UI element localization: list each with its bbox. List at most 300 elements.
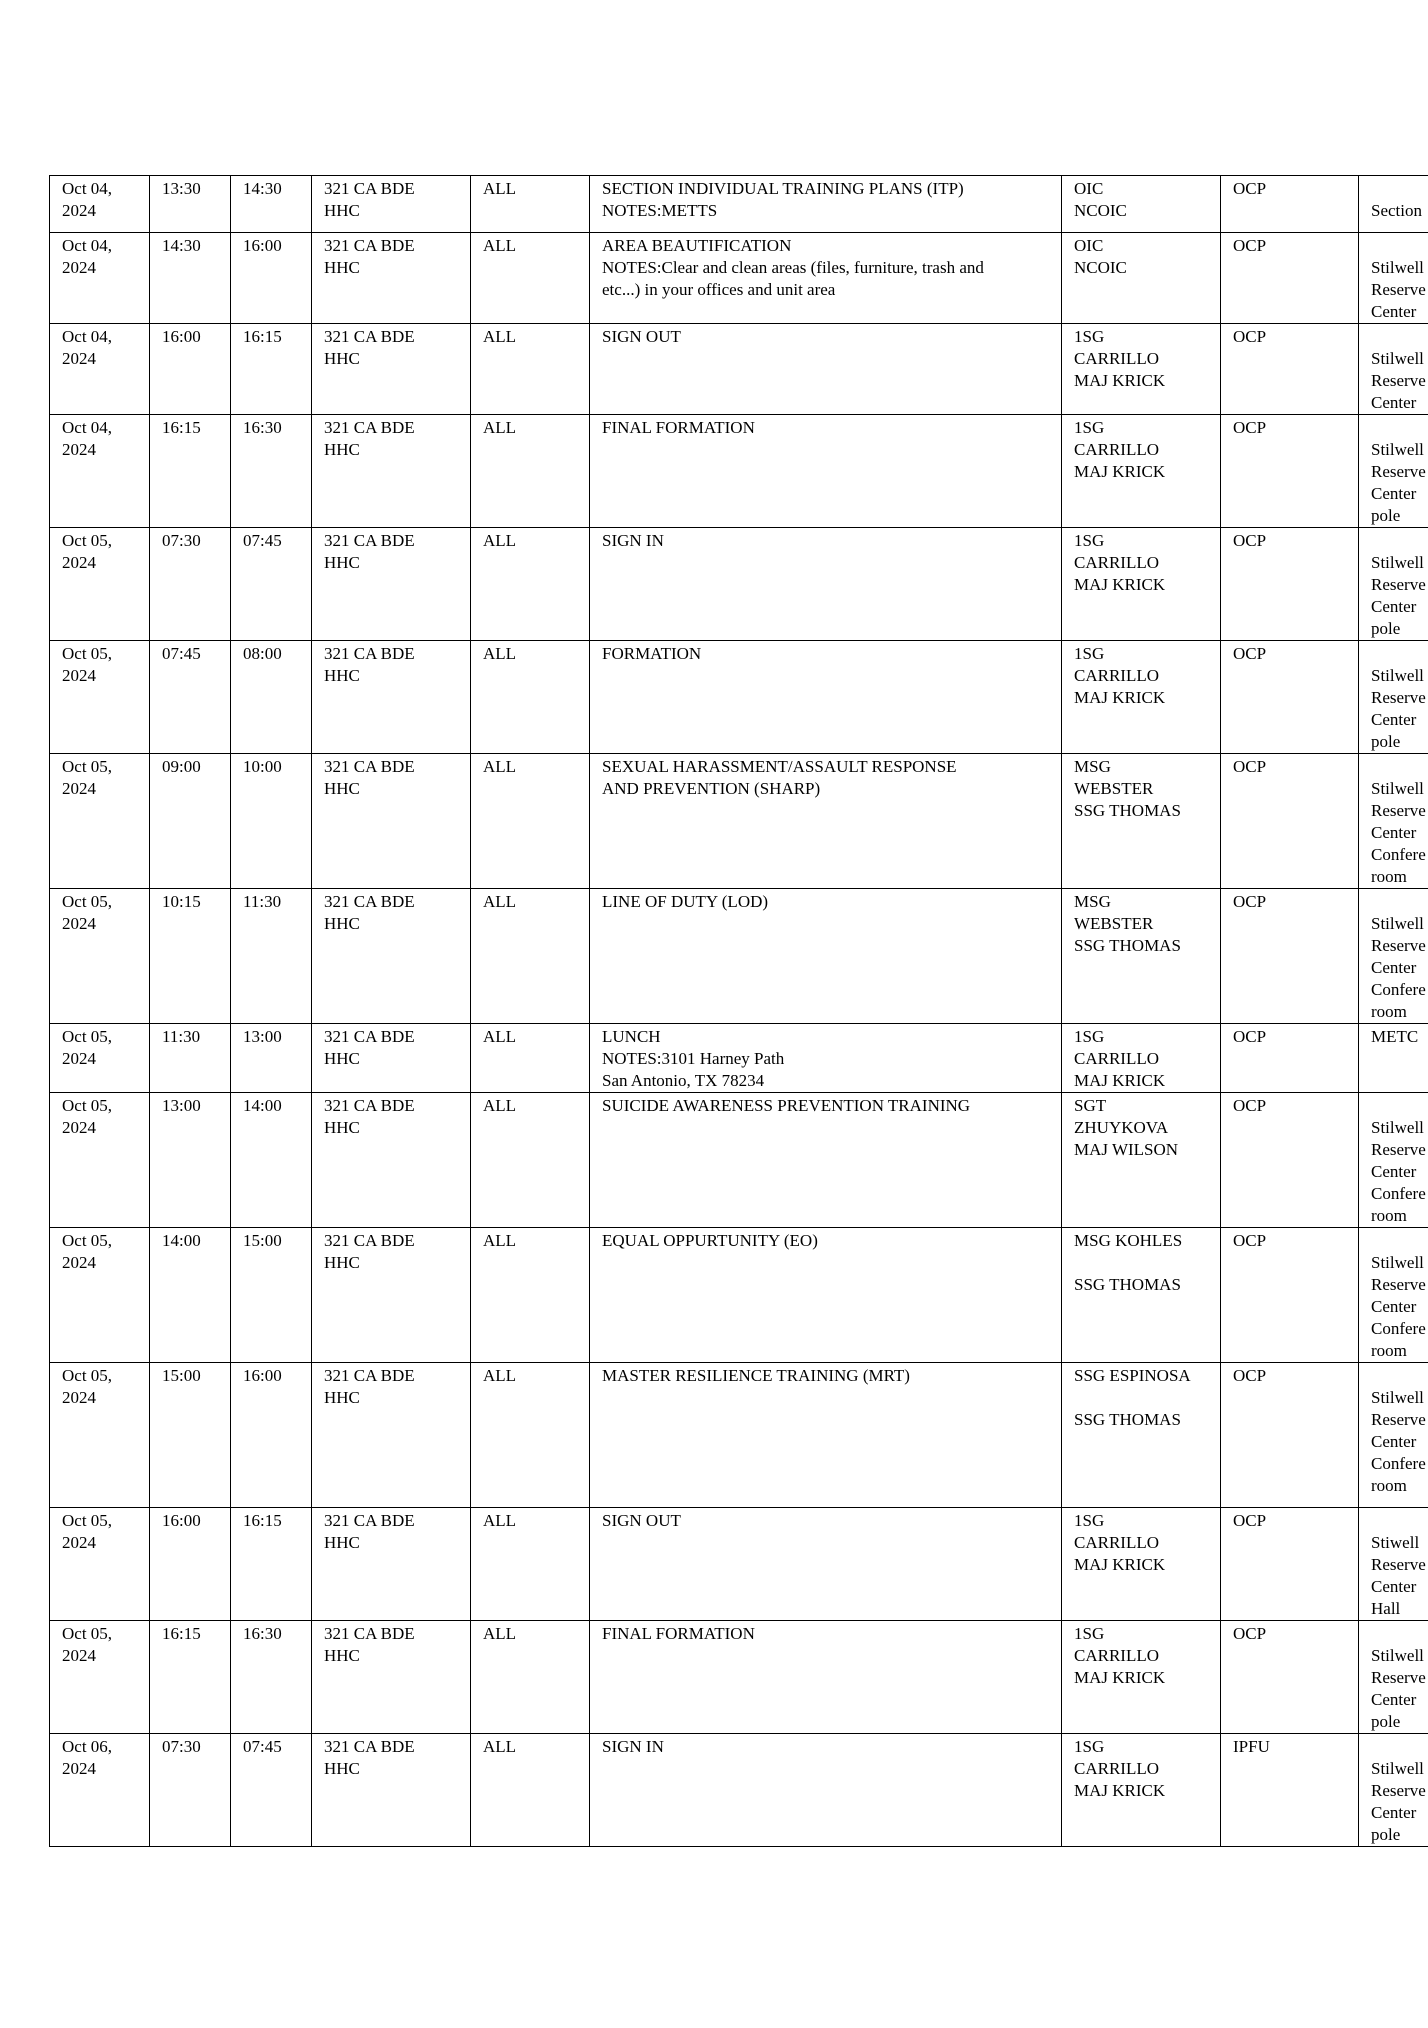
event-cell-line: SIGN OUT — [602, 327, 681, 346]
date-cell — [50, 176, 150, 233]
end-time-cell — [231, 754, 312, 889]
lead-cell-line: MAJ KRICK — [1074, 575, 1166, 594]
unit-cell-line: HHC — [324, 1646, 360, 1665]
event-cell-line: SIGN OUT — [602, 1511, 681, 1530]
unit-cell — [312, 1228, 471, 1363]
lead-cell — [1062, 754, 1221, 889]
location-cell-line: Center — [1371, 302, 1417, 321]
event-cell-line: SUICIDE AWARENESS PREVENTION TRAINING — [602, 1096, 971, 1115]
location-cell-line: Reserve — [1371, 688, 1426, 707]
uniform-cell-text: IPFU — [1233, 1737, 1270, 1756]
date-cell-line: 2024 — [62, 349, 96, 368]
end-time-cell-text: 07:45 — [243, 531, 282, 550]
unit-cell — [312, 641, 471, 754]
date-cell-line: 2024 — [62, 914, 96, 933]
lead-cell — [1062, 1508, 1221, 1621]
audience-cell — [471, 528, 590, 641]
audience-cell — [471, 1621, 590, 1734]
date-cell-line: 2024 — [62, 1049, 96, 1068]
audience-cell-text: ALL — [483, 1737, 517, 1756]
end-time-cell-text: 16:30 — [243, 1624, 282, 1643]
unit-cell-line: 321 CA BDE — [324, 757, 415, 776]
unit-cell — [312, 324, 471, 415]
audience-cell-text: ALL — [483, 1231, 517, 1250]
event-cell-line: EQUAL OPPURTUNITY (EO) — [602, 1231, 818, 1250]
lead-cell-line: CARRILLO — [1074, 349, 1159, 368]
start-time-cell — [150, 1508, 231, 1621]
lead-cell — [1062, 176, 1221, 233]
audience-cell — [471, 176, 590, 233]
unit-cell-line: 321 CA BDE — [324, 179, 415, 198]
event-cell — [590, 324, 1062, 415]
lead-cell-line: CARRILLO — [1074, 1759, 1159, 1778]
lead-cell-line: 1SG — [1074, 1027, 1105, 1046]
audience-cell-text: ALL — [483, 1624, 517, 1643]
audience-cell — [471, 754, 590, 889]
uniform-cell — [1221, 1621, 1359, 1734]
uniform-cell-text: OCP — [1233, 531, 1267, 550]
lead-cell-line: MAJ KRICK — [1074, 1555, 1166, 1574]
start-time-cell-text: 10:15 — [162, 892, 201, 911]
date-cell-line: Oct 05, — [62, 1624, 113, 1643]
uniform-cell-text: OCP — [1233, 892, 1267, 911]
location-cell-line: METC — [1371, 1027, 1419, 1046]
event-cell — [590, 1363, 1062, 1508]
unit-cell-line: 321 CA BDE — [324, 236, 415, 255]
start-time-cell-text: 14:30 — [162, 236, 201, 255]
uniform-cell — [1221, 233, 1359, 324]
location-cell — [1359, 176, 1428, 233]
location-cell-line: Stilwell — [1371, 1646, 1424, 1665]
location-cell — [1359, 1093, 1428, 1228]
location-cell-line: Center — [1371, 1297, 1417, 1316]
location-cell-line: Center — [1371, 1690, 1417, 1709]
lead-cell — [1062, 233, 1221, 324]
date-cell — [50, 528, 150, 641]
lead-cell-line: MAJ KRICK — [1074, 1071, 1166, 1090]
start-time-cell-text: 15:00 — [162, 1366, 201, 1385]
start-time-cell-text: 09:00 — [162, 757, 201, 776]
event-cell-line: NOTES:METTS — [602, 201, 718, 220]
date-cell — [50, 1621, 150, 1734]
unit-cell-line: 321 CA BDE — [324, 892, 415, 911]
location-cell-line: Confere — [1371, 980, 1426, 999]
event-cell — [590, 528, 1062, 641]
event-cell-line: SEXUAL HARASSMENT/ASSAULT RESPONSE — [602, 757, 957, 776]
location-cell-line: Center — [1371, 958, 1417, 977]
audience-cell-text: ALL — [483, 1366, 517, 1385]
location-cell-line: Stilwell — [1371, 349, 1424, 368]
lead-cell-line: CARRILLO — [1074, 1646, 1159, 1665]
start-time-cell — [150, 324, 231, 415]
event-cell-line: FINAL FORMATION — [602, 1624, 755, 1643]
event-cell-line: AREA BEAUTIFICATION — [602, 236, 792, 255]
date-cell-line: 2024 — [62, 779, 96, 798]
uniform-cell — [1221, 889, 1359, 1024]
start-time-cell — [150, 1621, 231, 1734]
lead-cell-line: WEBSTER — [1074, 914, 1154, 933]
end-time-cell — [231, 1024, 312, 1093]
date-cell-line: 2024 — [62, 258, 96, 277]
location-cell-line: Reserve — [1371, 1668, 1426, 1687]
table-row — [50, 415, 1428, 528]
date-cell-line: Oct 04, — [62, 327, 113, 346]
event-cell-line: NOTES:3101 Harney Path — [602, 1049, 785, 1068]
start-time-cell-text: 07:30 — [162, 1737, 201, 1756]
end-time-cell — [231, 233, 312, 324]
end-time-cell — [231, 1093, 312, 1228]
start-time-cell-text: 07:45 — [162, 644, 201, 663]
date-cell — [50, 641, 150, 754]
table-row — [50, 641, 1428, 754]
start-time-cell-text: 16:00 — [162, 1511, 201, 1530]
lead-cell-line: 1SG — [1074, 418, 1105, 437]
unit-cell — [312, 415, 471, 528]
date-cell-line: Oct 05, — [62, 1231, 113, 1250]
lead-cell-line: SSG THOMAS — [1074, 936, 1181, 955]
unit-cell-line: 321 CA BDE — [324, 1511, 415, 1530]
lead-cell — [1062, 1363, 1221, 1508]
location-cell-line: Center — [1371, 1803, 1417, 1822]
unit-cell-line: HHC — [324, 1049, 360, 1068]
lead-cell-line: MSG — [1074, 892, 1111, 911]
lead-cell — [1062, 1093, 1221, 1228]
uniform-cell — [1221, 1734, 1359, 1847]
table-row — [50, 889, 1428, 1024]
lead-cell-line: MAJ WILSON — [1074, 1140, 1179, 1159]
location-cell — [1359, 1508, 1428, 1621]
start-time-cell-text: 13:30 — [162, 179, 201, 198]
date-cell-line: 2024 — [62, 1253, 96, 1272]
audience-cell — [471, 233, 590, 324]
unit-cell-line: HHC — [324, 666, 360, 685]
lead-cell-line — [1074, 1387, 1208, 1409]
start-time-cell-text: 07:30 — [162, 531, 201, 550]
date-cell-line: Oct 05, — [62, 1511, 113, 1530]
end-time-cell-text: 13:00 — [243, 1027, 282, 1046]
event-cell-line: LUNCH — [602, 1027, 661, 1046]
start-time-cell-text: 16:15 — [162, 1624, 201, 1643]
event-cell-line: FINAL FORMATION — [602, 418, 755, 437]
start-time-cell — [150, 176, 231, 233]
location-cell-line: Center — [1371, 484, 1417, 503]
location-cell-line: Stilwell — [1371, 1759, 1424, 1778]
lead-cell-line: SGT — [1074, 1096, 1107, 1115]
location-cell-line: Reserve — [1371, 1140, 1426, 1159]
unit-cell-line: 321 CA BDE — [324, 1231, 415, 1250]
lead-cell-line: MAJ KRICK — [1074, 462, 1166, 481]
uniform-cell — [1221, 1024, 1359, 1093]
lead-cell — [1062, 1734, 1221, 1847]
event-cell-line: SECTION INDIVIDUAL TRAINING PLANS (ITP) — [602, 179, 964, 198]
start-time-cell-text: 14:00 — [162, 1231, 201, 1250]
start-time-cell — [150, 233, 231, 324]
unit-cell-line: 321 CA BDE — [324, 1624, 415, 1643]
end-time-cell — [231, 1228, 312, 1363]
end-time-cell — [231, 324, 312, 415]
uniform-cell-text: OCP — [1233, 1231, 1267, 1250]
unit-cell — [312, 176, 471, 233]
date-cell-line: Oct 05, — [62, 757, 113, 776]
unit-cell-line: HHC — [324, 1253, 360, 1272]
event-cell — [590, 641, 1062, 754]
date-cell-line: Oct 05, — [62, 1027, 113, 1046]
uniform-cell-text: OCP — [1233, 179, 1267, 198]
date-cell — [50, 1024, 150, 1093]
location-cell-line: pole — [1371, 1712, 1401, 1731]
lead-cell — [1062, 1228, 1221, 1363]
table-row — [50, 233, 1428, 324]
lead-cell-line: MAJ KRICK — [1074, 688, 1166, 707]
unit-cell-line: HHC — [324, 553, 360, 572]
event-cell-line: FORMATION — [602, 644, 702, 663]
unit-cell-line: 321 CA BDE — [324, 644, 415, 663]
audience-cell — [471, 1024, 590, 1093]
lead-cell-line: OIC — [1074, 236, 1104, 255]
lead-cell-line: 1SG — [1074, 327, 1105, 346]
date-cell-line: 2024 — [62, 666, 96, 685]
date-cell-line: Oct 05, — [62, 1096, 113, 1115]
lead-cell-line: CARRILLO — [1074, 440, 1159, 459]
lead-cell — [1062, 415, 1221, 528]
location-cell-line: room — [1371, 1206, 1407, 1225]
location-cell — [1359, 889, 1428, 1024]
uniform-cell-text: OCP — [1233, 1511, 1267, 1530]
location-cell-line: room — [1371, 1341, 1407, 1360]
audience-cell-text: ALL — [483, 1096, 517, 1115]
unit-cell-line: HHC — [324, 1533, 360, 1552]
end-time-cell-text: 10:00 — [243, 757, 282, 776]
lead-cell — [1062, 324, 1221, 415]
uniform-cell-text: OCP — [1233, 327, 1267, 346]
uniform-cell — [1221, 1228, 1359, 1363]
location-cell — [1359, 324, 1428, 415]
uniform-cell — [1221, 641, 1359, 754]
date-cell — [50, 1508, 150, 1621]
table-row — [50, 1228, 1428, 1363]
unit-cell-line: 321 CA BDE — [324, 531, 415, 550]
audience-cell-text: ALL — [483, 1511, 517, 1530]
location-cell — [1359, 641, 1428, 754]
location-cell-line: Stilwell — [1371, 440, 1424, 459]
event-cell-line: SIGN IN — [602, 1737, 664, 1756]
lead-cell-line: NCOIC — [1074, 258, 1127, 277]
lead-cell-line: SSG THOMAS — [1074, 1410, 1181, 1429]
audience-cell-text: ALL — [483, 418, 517, 437]
unit-cell-line: 321 CA BDE — [324, 1366, 415, 1385]
location-cell-line: pole — [1371, 506, 1401, 525]
uniform-cell — [1221, 324, 1359, 415]
date-cell — [50, 415, 150, 528]
unit-cell — [312, 1734, 471, 1847]
location-cell-line: Confere — [1371, 1184, 1426, 1203]
start-time-cell — [150, 1024, 231, 1093]
event-cell — [590, 233, 1062, 324]
lead-cell-line: SSG THOMAS — [1074, 1275, 1181, 1294]
end-time-cell-text: 16:00 — [243, 1366, 282, 1385]
audience-cell — [471, 415, 590, 528]
end-time-cell-text: 08:00 — [243, 644, 282, 663]
audience-cell-text: ALL — [483, 531, 517, 550]
date-cell-line: 2024 — [62, 1388, 96, 1407]
date-cell — [50, 233, 150, 324]
uniform-cell-text: OCP — [1233, 1366, 1267, 1385]
lead-cell-line: 1SG — [1074, 1511, 1105, 1530]
uniform-cell — [1221, 415, 1359, 528]
location-cell — [1359, 528, 1428, 641]
lead-cell-line: SSG THOMAS — [1074, 801, 1181, 820]
date-cell-line: 2024 — [62, 1646, 96, 1665]
uniform-cell-text: OCP — [1233, 757, 1267, 776]
date-cell-line: 2024 — [62, 440, 96, 459]
end-time-cell-text: 07:45 — [243, 1737, 282, 1756]
event-cell-line: NOTES:Clear and clean areas (files, furniture, trash and — [602, 258, 984, 277]
location-cell-line: Stilwell — [1371, 258, 1424, 277]
unit-cell — [312, 528, 471, 641]
date-cell-line: Oct 04, — [62, 418, 113, 437]
lead-cell — [1062, 1621, 1221, 1734]
uniform-cell-text: OCP — [1233, 1096, 1267, 1115]
uniform-cell-text: OCP — [1233, 236, 1267, 255]
lead-cell-line: 1SG — [1074, 1737, 1105, 1756]
end-time-cell — [231, 176, 312, 233]
end-time-cell — [231, 889, 312, 1024]
start-time-cell — [150, 1734, 231, 1847]
date-cell-line: Oct 06, — [62, 1737, 113, 1756]
location-cell-line: Section — [1371, 201, 1422, 220]
location-cell-line: Confere — [1371, 845, 1426, 864]
lead-cell-line: MSG KOHLES — [1074, 1231, 1183, 1250]
end-time-cell-text: 16:15 — [243, 1511, 282, 1530]
end-time-cell-text: 11:30 — [243, 892, 282, 911]
lead-cell — [1062, 641, 1221, 754]
location-cell-line: Reserve — [1371, 936, 1426, 955]
event-cell — [590, 176, 1062, 233]
lead-cell — [1062, 889, 1221, 1024]
event-cell — [590, 889, 1062, 1024]
table-row — [50, 176, 1428, 233]
event-cell — [590, 754, 1062, 889]
uniform-cell-text: OCP — [1233, 1624, 1267, 1643]
unit-cell-line: 321 CA BDE — [324, 327, 415, 346]
location-cell-line: Center — [1371, 823, 1417, 842]
location-cell-line: Reserve — [1371, 575, 1426, 594]
event-cell — [590, 1734, 1062, 1847]
unit-cell-line: HHC — [324, 779, 360, 798]
end-time-cell — [231, 1621, 312, 1734]
location-cell-line: Confere — [1371, 1319, 1426, 1338]
audience-cell-text: ALL — [483, 327, 517, 346]
location-cell-line: Center — [1371, 393, 1417, 412]
uniform-cell — [1221, 176, 1359, 233]
start-time-cell — [150, 1363, 231, 1508]
date-cell — [50, 1228, 150, 1363]
lead-cell-line: SSG ESPINOSA — [1074, 1366, 1191, 1385]
start-time-cell-text: 16:15 — [162, 418, 201, 437]
audience-cell-text: ALL — [483, 236, 517, 255]
location-cell — [1359, 1363, 1428, 1508]
location-cell-line: Reserve — [1371, 1781, 1426, 1800]
lead-cell-line — [1074, 1252, 1208, 1274]
unit-cell-line: HHC — [324, 914, 360, 933]
table-row — [50, 1093, 1428, 1228]
event-cell-line: SIGN IN — [602, 531, 664, 550]
date-cell-line: 2024 — [62, 1118, 96, 1137]
lead-cell-line: 1SG — [1074, 644, 1105, 663]
table-row — [50, 324, 1428, 415]
unit-cell-line: HHC — [324, 258, 360, 277]
audience-cell — [471, 1508, 590, 1621]
unit-cell-line: 321 CA BDE — [324, 418, 415, 437]
location-cell-line: Reserve — [1371, 1555, 1426, 1574]
start-time-cell — [150, 1228, 231, 1363]
end-time-cell-text: 15:00 — [243, 1231, 282, 1250]
table-row — [50, 1363, 1428, 1508]
location-cell — [1359, 754, 1428, 889]
lead-cell-line: OIC — [1074, 179, 1104, 198]
location-cell-line: Stilwell — [1371, 553, 1424, 572]
event-cell-line: MASTER RESILIENCE TRAINING (MRT) — [602, 1366, 910, 1385]
date-cell — [50, 1734, 150, 1847]
unit-cell — [312, 1508, 471, 1621]
event-cell — [590, 1093, 1062, 1228]
unit-cell-line: HHC — [324, 1118, 360, 1137]
date-cell-line: 2024 — [62, 1759, 96, 1778]
location-cell-line: Confere — [1371, 1454, 1426, 1473]
location-cell-line: Stilwell — [1371, 914, 1424, 933]
date-cell-line: Oct 05, — [62, 531, 113, 550]
lead-cell-line: CARRILLO — [1074, 666, 1159, 685]
location-cell-line: Stiwell — [1371, 1533, 1420, 1552]
audience-cell — [471, 324, 590, 415]
unit-cell — [312, 889, 471, 1024]
location-cell-line: Center — [1371, 1432, 1417, 1451]
start-time-cell — [150, 528, 231, 641]
date-cell-line: Oct 04, — [62, 179, 113, 198]
date-cell-line: 2024 — [62, 1533, 96, 1552]
event-cell — [590, 1621, 1062, 1734]
lead-cell-line: CARRILLO — [1074, 553, 1159, 572]
event-cell-line: LINE OF DUTY (LOD) — [602, 892, 769, 911]
location-cell-line: Hall — [1371, 1599, 1401, 1618]
lead-cell-line: MAJ KRICK — [1074, 1668, 1166, 1687]
start-time-cell — [150, 1093, 231, 1228]
location-cell-line: Reserve — [1371, 1275, 1426, 1294]
location-cell-line: pole — [1371, 1825, 1401, 1844]
uniform-cell — [1221, 754, 1359, 889]
audience-cell — [471, 889, 590, 1024]
unit-cell-line: HHC — [324, 349, 360, 368]
end-time-cell-text: 16:30 — [243, 418, 282, 437]
end-time-cell-text: 16:15 — [243, 327, 282, 346]
lead-cell-line: WEBSTER — [1074, 779, 1154, 798]
location-cell-line: room — [1371, 1476, 1407, 1495]
unit-cell — [312, 1093, 471, 1228]
table-row — [50, 1734, 1428, 1847]
end-time-cell — [231, 1734, 312, 1847]
date-cell — [50, 1363, 150, 1508]
training-schedule-table — [49, 175, 1428, 1847]
lead-cell-line: MAJ KRICK — [1074, 371, 1166, 390]
end-time-cell-text: 14:00 — [243, 1096, 282, 1115]
audience-cell-text: ALL — [483, 892, 517, 911]
audience-cell — [471, 1734, 590, 1847]
uniform-cell — [1221, 528, 1359, 641]
audience-cell-text: ALL — [483, 1027, 517, 1046]
schedule-body — [50, 176, 1428, 1847]
lead-cell-line: 1SG — [1074, 1624, 1105, 1643]
date-cell-line: Oct 04, — [62, 236, 113, 255]
